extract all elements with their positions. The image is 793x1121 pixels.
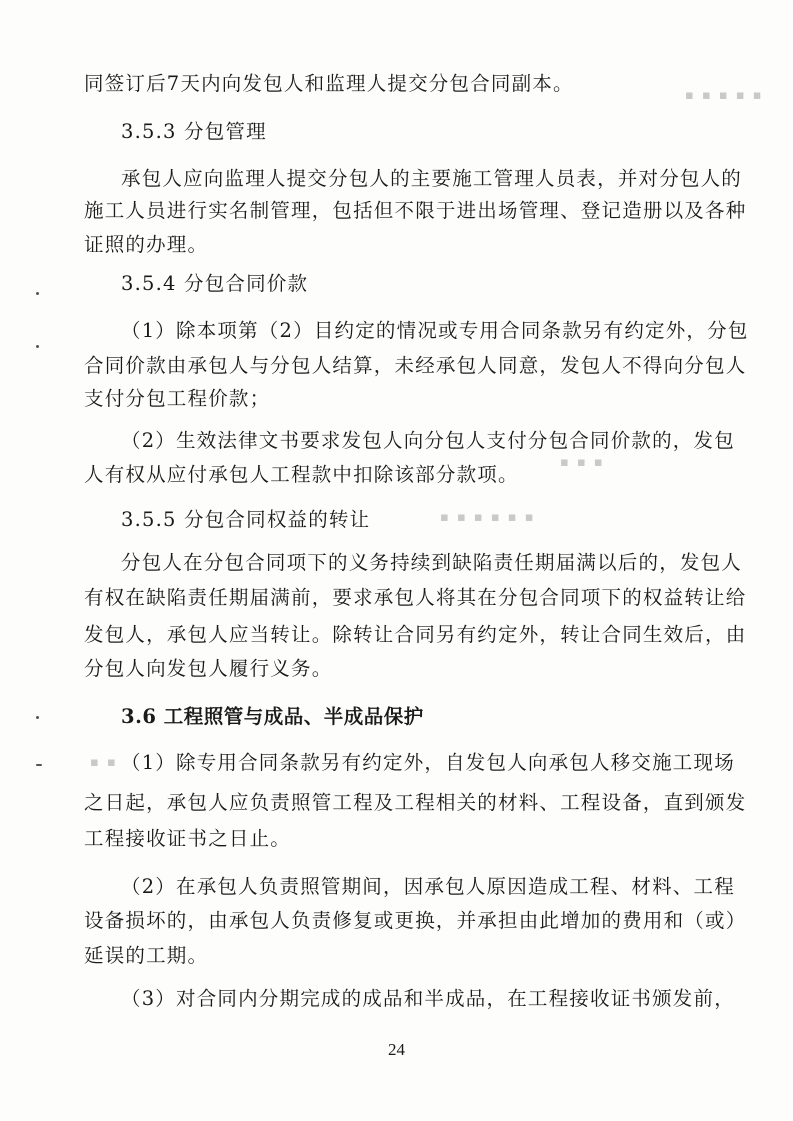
body-line: 承包人应向监理人提交分包人的主要施工管理人员表，并对分包人的 (121, 167, 743, 190)
body-line: 之日起，承包人应负责照管工程及工程相关的材料、工程设备，直到颁发 (84, 791, 747, 814)
body-line: （1）除专用合同条款另有约定外，自发包人向承包人移交施工现场 (121, 751, 735, 774)
bleed-through-mark: ▪ ▪ (90, 755, 118, 770)
bleed-through-mark: ▪ ▪ ▪ ▪ ▪ ▪ (440, 510, 536, 525)
scan-speck (36, 716, 39, 719)
scan-speck (36, 292, 39, 295)
body-line: （3）对合同内分期完成的成品和半成品，在工程接收证书颁发前， (121, 987, 735, 1010)
body-line: （2）生效法律文书要求发包人向分包人支付分包合同价款的，发包 (121, 429, 735, 452)
body-line: 施工人员进行实名制管理，包括但不限于进出场管理、登记造册以及各种 (84, 199, 747, 222)
body-line: 分包人向发包人履行义务。 (84, 657, 333, 680)
body-line: 有权在缺陷责任期届满前，要求承包人将其在分包合同项下的权益转让给 (84, 586, 747, 609)
body-line: 工程接收证书之日止。 (84, 827, 292, 850)
body-line: 人有权从应付承包人工程款中扣除该部分款项。 (84, 463, 519, 486)
body-line: 证照的办理。 (84, 233, 209, 256)
section-heading-3-5-4: 3.5.4 分包合同价款 (121, 272, 309, 295)
body-line: （1）除本项第（2）目约定的情况或专用合同条款另有约定外，分包 (121, 319, 749, 342)
body-line: 同签订后7天内向发包人和监理人提交分包合同副本。 (84, 72, 574, 95)
body-line: 设备损坏的，由承包人负责修复或更换，并承担由此增加的费用和（或） (84, 909, 747, 932)
body-line: 分包人在分包合同项下的义务持续到缺陷责任期届满以后的，发包人 (121, 551, 743, 574)
body-line: （2）在承包人负责照管期间，因承包人原因造成工程、材料、工程 (121, 875, 735, 898)
body-line: 合同价款由承包人与分包人结算，未经承包人同意，发包人不得向分包人 (84, 354, 747, 377)
body-line: 支付分包工程价款； (84, 387, 271, 410)
scan-speck (36, 764, 42, 766)
section-heading-3-5-3: 3.5.3 分包管理 (121, 120, 267, 143)
bleed-through-mark: ▪ ▪ ▪ (560, 455, 605, 470)
body-line: 发包人，承包人应当转让。除转让合同另有约定外，转让合同生效后，由 (84, 623, 747, 646)
bleed-through-mark: ▪ ▪ ▪ ▪ ▪ (685, 88, 764, 103)
section-heading-3-6: 3.6 工程照管与成品、半成品保护 (121, 705, 424, 728)
page-number: 24 (388, 1040, 405, 1059)
body-line: 延误的工期。 (84, 944, 209, 967)
scan-speck (36, 345, 39, 348)
section-heading-3-5-5: 3.5.5 分包合同权益的转让 (121, 508, 371, 531)
